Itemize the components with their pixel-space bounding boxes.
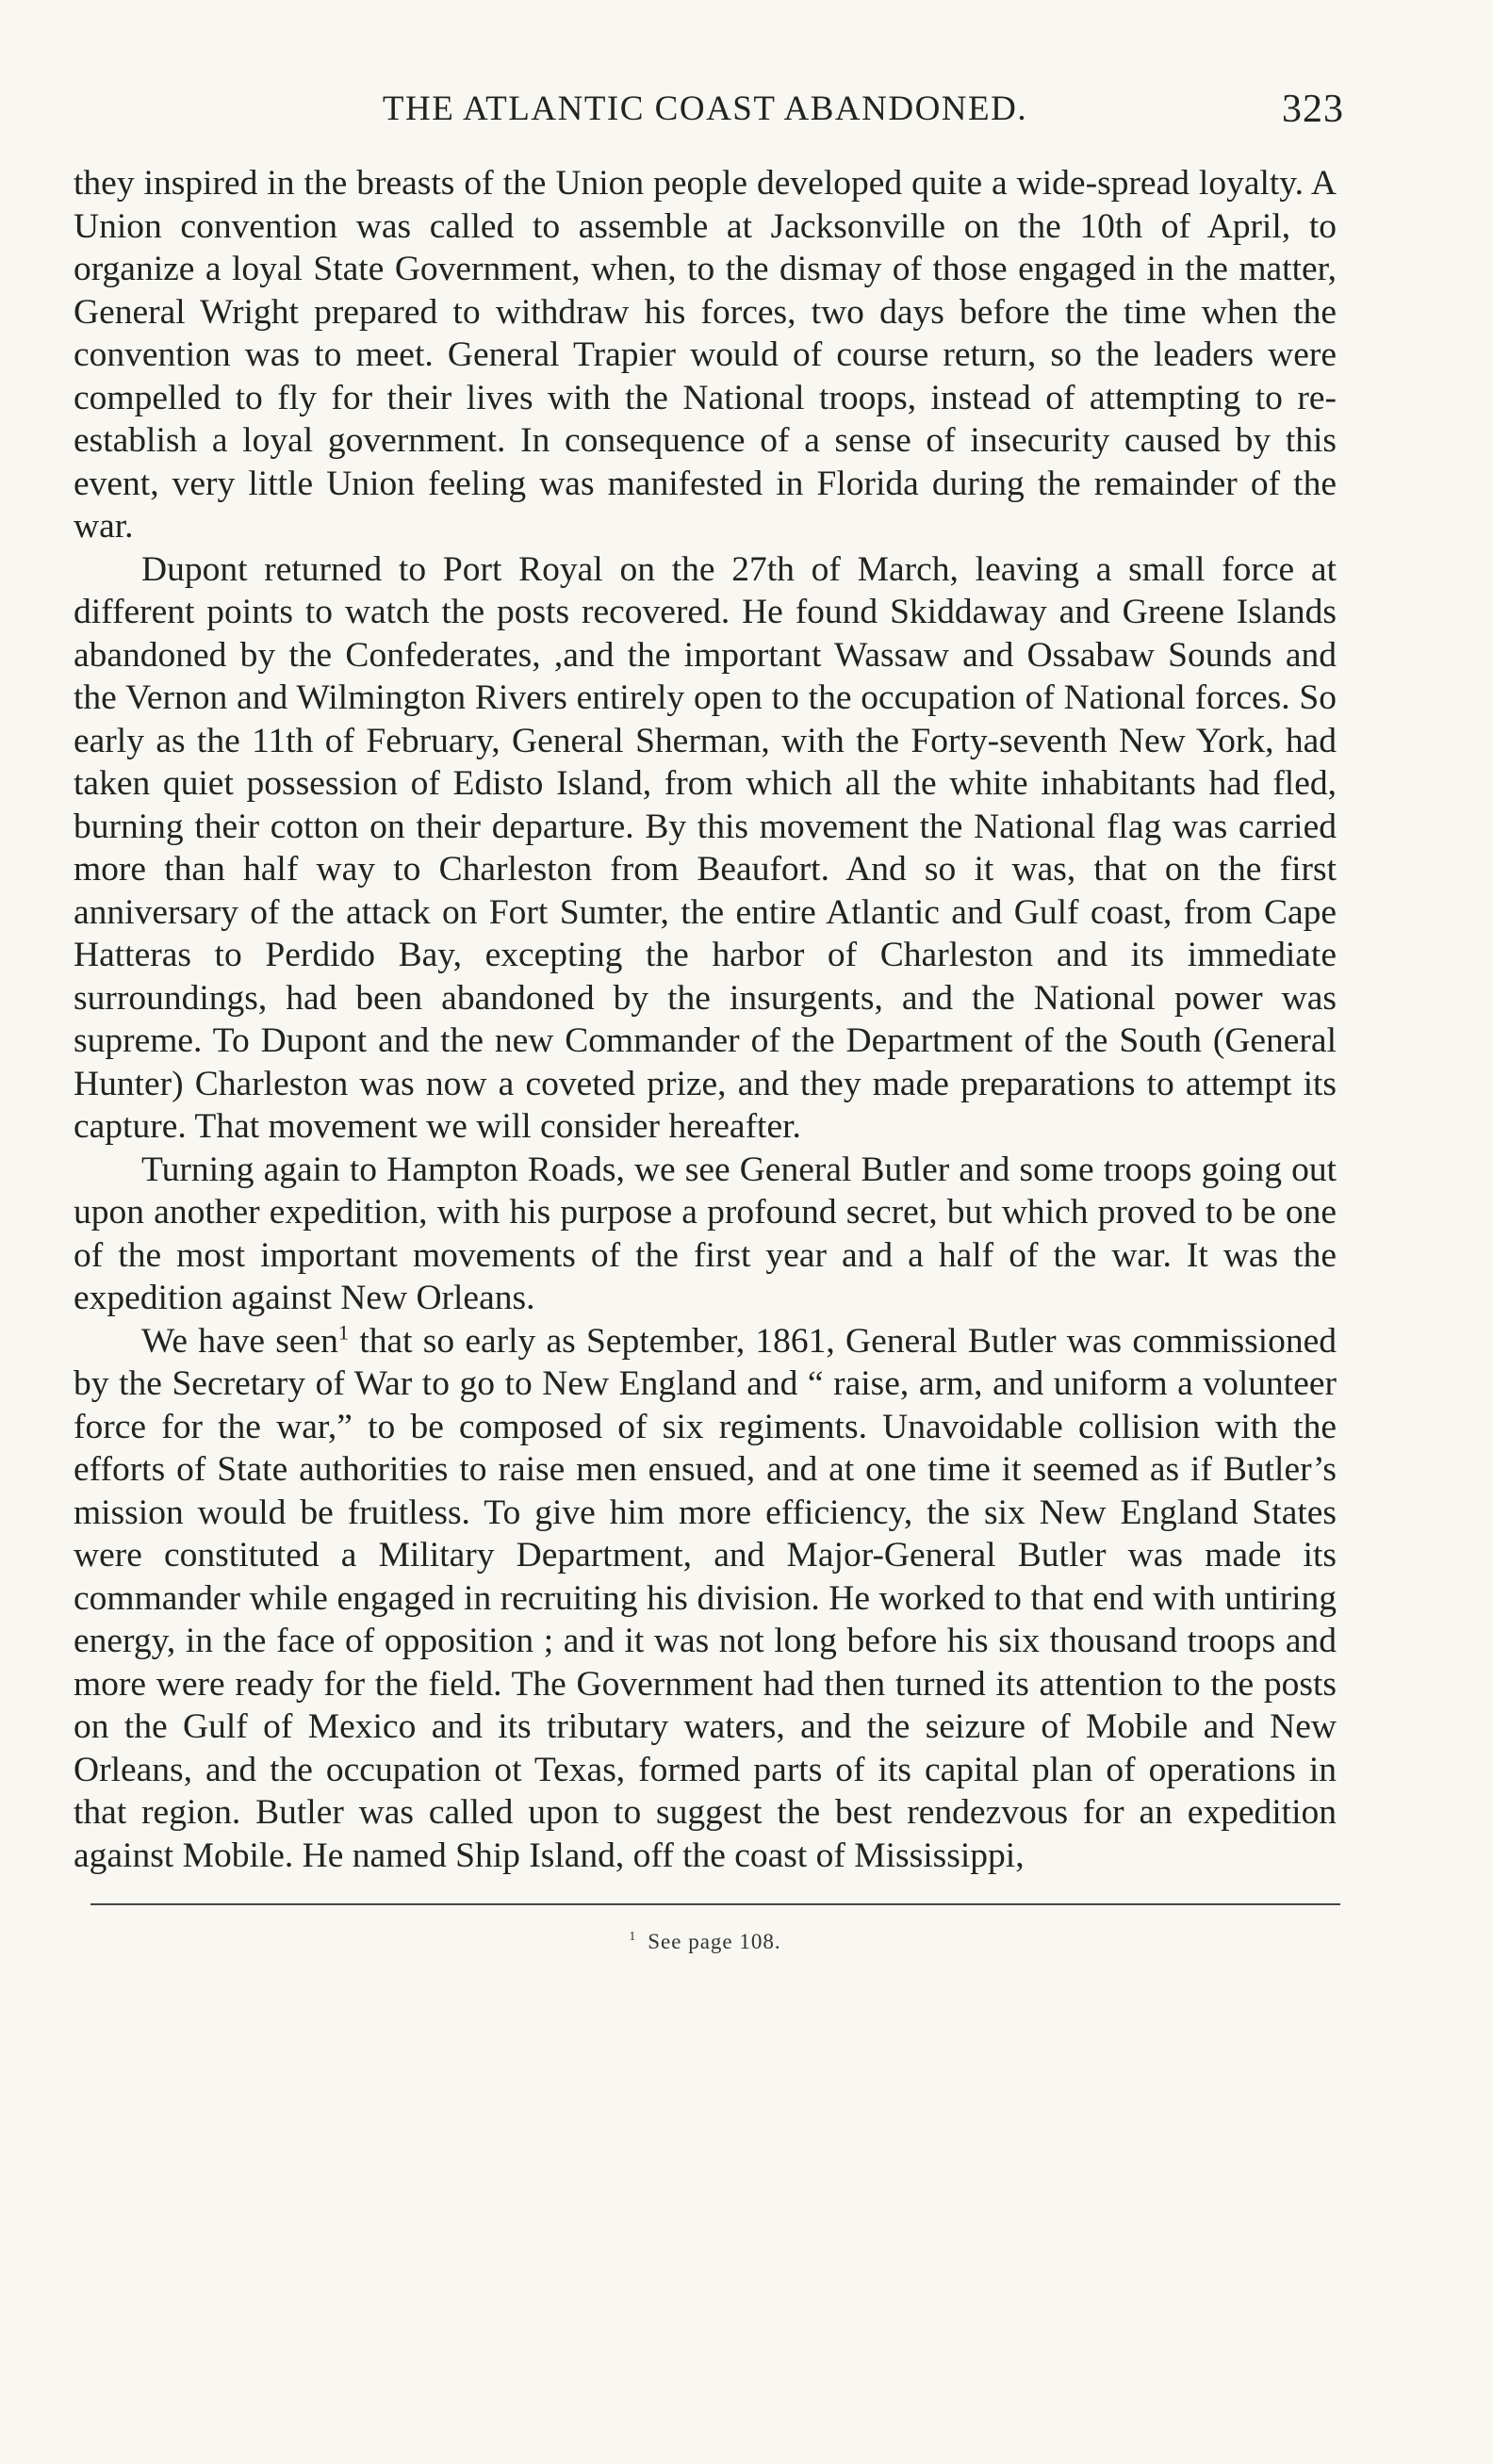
page-number: 323 bbox=[1282, 88, 1344, 131]
paragraph-butler-text-before-note: We have seen bbox=[141, 1321, 338, 1361]
paragraph-butler bbox=[74, 1320, 1337, 1878]
footnote-reference: 1 bbox=[337, 1320, 350, 1344]
footnote-mark: 1 bbox=[629, 1929, 637, 1944]
footnote-rule bbox=[90, 1903, 1340, 1905]
paragraph-continued: they inspired in the breasts of the Union people developed quite a wide-spread loyalty. A Union convention was called to assemble at Jacksonville on the 10th of April, to organize a loyal State Government, when, to the dismay of those engaged in the matter, General Wright prepared to withdraw his forces, two days before the time when the convention was to meet. General Trapier would of course return, so the leaders were compelled to fly for their lives with the National troops, instead of attempting to re-establish a loyal government. In consequence of a sense of insecurity caused by this event, very little Union feeling was manifested in Florida during the remainder of the war. bbox=[74, 164, 1337, 546]
footnote-text: See page 108. bbox=[648, 1930, 781, 1953]
paragraph-dupont: Dupont returned to Port Royal on the 27th of March, leaving a small force at different points to watch the posts recovered. He found Skiddaway and Greene Islands abandoned by the Confederates, ,and the important Wassaw and Ossabaw Sounds and the Vernon and Wilmington Rivers entirely open to the occupation of National forces. So early as the 11th of February, General Sherman, with the Forty-seventh New York, had taken quiet possession of Edisto Island, from which all the white inhabitants had fled, burning their cotton on their departure. By this movement the National flag was carried more than half way to Charleston from Beaufort. And so it was, that on the first anniversary of the attack on Fort Sumter, the entire Atlantic and Gulf coast, from Cape Hatteras to Perdido Bay, excepting the harbor of Charleston and its immediate surroundings, had been abandoned by the insurgents, and the National power was supreme. To Dupont and the new Commander of the Department of the South (General Hunter) Charleston was now a coveted prize, and they made preparations to attempt its capture. That movement we will consider hereafter. bbox=[74, 549, 1337, 1146]
paragraph-hampton-roads: Turning again to Hampton Roads, we see General Butler and some troops going out upon another expedition, with his purpose a profound secret, but which proved to be one of the most important movements of the first year and a half of the war. It was the expedition against New Orleans. bbox=[74, 1150, 1337, 1317]
running-head bbox=[74, 75, 1344, 141]
running-title: THE ATLANTIC COAST ABANDONED. bbox=[382, 90, 1028, 128]
book-page bbox=[74, 75, 1344, 1954]
paragraph-butler-text-after-note: that so early as September, 1861, General Butler was commissioned by the Secretary of War to go to New England and “ raise, arm, and uniform a volunteer force for the war,” to be composed of six regiments. Unavoidable collision with the efforts of State authorities to raise men ensued, and at one time it seemed as if Butler’s mission would be fruitless. To give him more efficiency, the six New England States were constituted a Military Department, and Major-General Butler was made its commander while engaged in recruiting his division. He worked to that end with untiring energy, in the face of opposition ; and it was not long before his six thousand troops and more were ready for the field. The Government had then turned its attention to the posts on the Gulf of Mexico and its tributary waters, and the seizure of Mobile and New Orleans, and the occupation ot Texas, formed parts of its capital plan of operations in that region. Butler was called upon to suggest the best rendezvous for an expedition against Mobile. He named Ship Island, off the coast of Mississippi, bbox=[74, 1321, 1337, 1875]
footnote bbox=[74, 1930, 1337, 1954]
body-text bbox=[74, 162, 1337, 1877]
